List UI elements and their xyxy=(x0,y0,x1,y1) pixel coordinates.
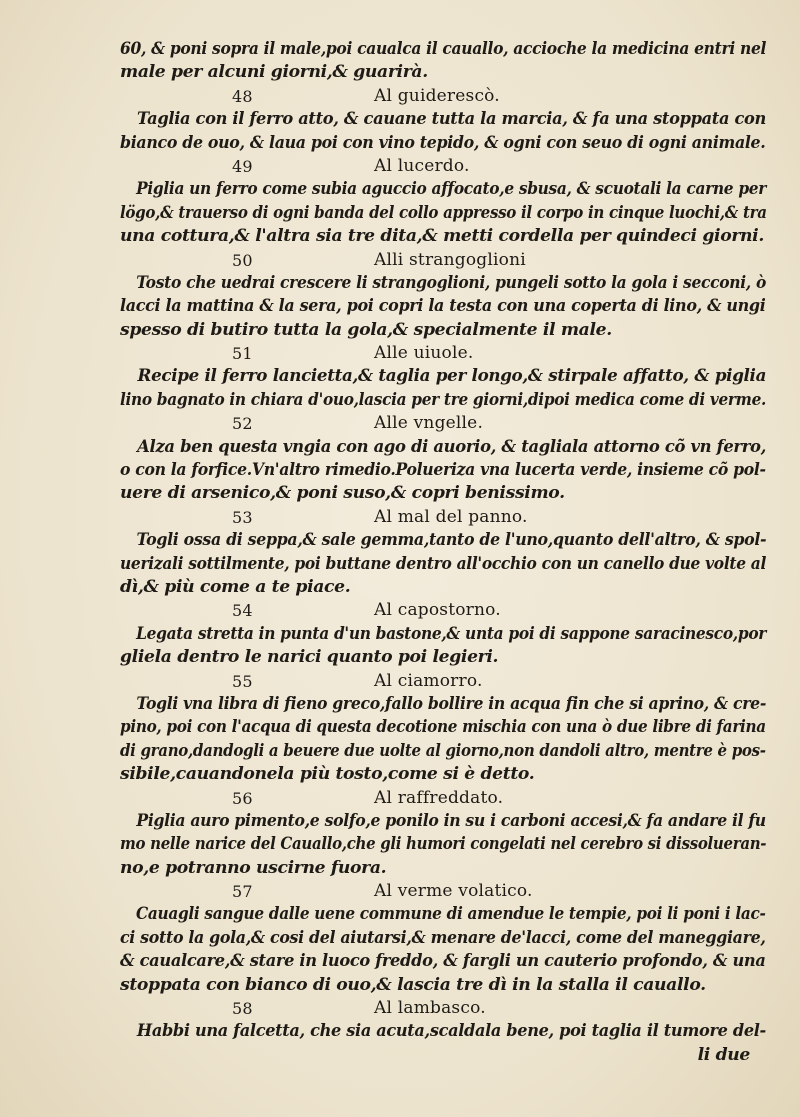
text-line: Taglia con il ferro atto, & cauane tutta la marcia, & fa una stoppata con xyxy=(136,109,766,130)
text-line: bianco de ouo, & laua poi con vino tepido, & ogni con seuo di ogni animale. xyxy=(120,132,766,153)
entry-number: 56 xyxy=(232,788,253,808)
recipe-entry xyxy=(120,599,766,669)
catchword: li due xyxy=(697,1044,750,1065)
recipe-entry xyxy=(120,85,766,155)
entry-number: 55 xyxy=(232,671,253,691)
text-line: Piglia auro pimento,e solfo,e ponilo in su i carboni accesi,& fa andare il fu xyxy=(136,810,766,831)
page-text xyxy=(120,38,766,1044)
text-line: ci sotto la gola,& cosi del aiutarsi,& menare de'lacci, come del maneggiare, xyxy=(120,927,766,948)
recipe-entry xyxy=(120,880,766,997)
entry-number: 49 xyxy=(232,156,253,176)
recipe-entry xyxy=(120,155,766,249)
recipe-entry xyxy=(120,506,766,600)
entry-title: Alli strangoglioni xyxy=(374,249,526,270)
entry-heading xyxy=(120,412,766,435)
text-line: male per alcuni giorni,& guarirà. xyxy=(120,62,428,83)
recipe-entry xyxy=(120,249,766,343)
entry-title: Al mal del panno. xyxy=(374,506,528,527)
entry-number: 52 xyxy=(232,414,253,434)
text-line: pino, poi con l'acqua di questa decotione mischia con una ò due libre di farina xyxy=(120,717,766,738)
entry-title: Al raffreddato. xyxy=(374,787,504,808)
entry-title: Al guiderescò. xyxy=(374,85,500,106)
text-line: Tosto che uedrai crescere li strangoglioni, pungeli sotto la gola i secconi, ò xyxy=(136,272,767,293)
entry-number: 48 xyxy=(232,86,253,106)
text-line: dì,& più come a te piace. xyxy=(120,576,351,597)
entry-number: 50 xyxy=(232,250,253,270)
entry-heading xyxy=(120,506,766,529)
entry-heading xyxy=(120,880,766,903)
recipe-entry xyxy=(120,670,766,787)
text-line: mo nelle narice del Cauallo,che gli humori congelati nel cerebro si dissolueran- xyxy=(120,834,767,855)
entry-heading xyxy=(120,599,766,622)
text-line: lögo,& trauerso di ogni banda del collo appresso il corpo in cinque luochi,& tra xyxy=(120,202,767,223)
text-line: spesso di butiro tutta la gola,& specialmente il male. xyxy=(120,319,612,340)
entry-heading xyxy=(120,342,766,365)
text-line: Togli ossa di seppa,& sale gemma,tanto de l'uno,quanto dell'altro, & spol- xyxy=(136,530,767,551)
text-line: sibile,cauandonela più tosto,come si è detto. xyxy=(120,764,535,785)
recipe-entry xyxy=(120,38,766,85)
entry-title: Al capostorno. xyxy=(374,600,501,621)
text-line: una cottura,& l'altra sia tre dita,& metti cordella per quindeci giorni. xyxy=(120,226,764,247)
entry-title: Alle uiuole. xyxy=(374,343,474,364)
entry-number: 57 xyxy=(232,882,253,902)
text-line: Togli vna libra di fieno greco,fallo bollire in acqua fin che si aprino, & cre- xyxy=(136,693,767,714)
recipe-entry xyxy=(120,412,766,506)
entry-title: Alle vngelle. xyxy=(374,413,484,434)
entry-title: Al lucerdo. xyxy=(374,155,470,176)
text-line: Alza ben questa vngia con ago di auorio, & tagliala attorno cõ vn ferro, xyxy=(137,436,767,457)
entry-title: Al verme volatico. xyxy=(374,881,533,902)
text-line: stoppata con bianco di ouo,& lascia tre dì in la stalla il cauallo. xyxy=(120,974,706,995)
text-line: uere di arsenico,& poni suso,& copri benissimo. xyxy=(120,483,565,504)
text-line: uerizali sottilmente, poi buttane dentro all'occhio con un canello due volte al xyxy=(120,553,767,574)
entry-heading xyxy=(120,670,766,693)
text-line: 60, & poni sopra il male,poi caualca il cauallo, accioche la medicina entri nel xyxy=(120,39,767,59)
entry-heading xyxy=(120,787,766,810)
recipe-entry xyxy=(120,997,766,1044)
text-line: o con la forfice.Vn'altro rimedio.Polueriza vna lucerta verde, insieme cõ pol- xyxy=(120,460,766,481)
text-line: Piglia un ferro come subia aguccio affocato,e sbusa, & scuotali la carne per xyxy=(136,179,767,200)
entry-heading xyxy=(120,997,766,1020)
text-line: di grano,dandogli a beuere due uolte al giorno,non dandoli altro, mentre è pos- xyxy=(120,740,766,761)
recipe-entry xyxy=(120,787,766,881)
entry-number: 58 xyxy=(232,999,253,1019)
entry-number: 51 xyxy=(232,344,253,364)
text-line: Cauagli sangue dalle uene commune di amendue le tempie, poi li poni i lac- xyxy=(136,904,766,925)
entry-title: Al lambasco. xyxy=(374,998,486,1019)
text-line: no,e potranno uscirne fuora. xyxy=(120,857,387,878)
recipe-entry xyxy=(120,342,766,412)
text-line: lino bagnato in chiara d'ouo,lascia per tre giorni,dipoi medica come di verme. xyxy=(120,389,767,410)
text-line: Legata stretta in punta d'un bastone,& unta poi di sappone saracinesco,por xyxy=(136,623,767,644)
text-line: & caualcare,& stare in luoco freddo, & fargli un cauterio profondo, & una xyxy=(120,951,766,972)
entry-heading xyxy=(120,155,766,178)
entry-title: Al ciamorro. xyxy=(374,670,483,691)
entry-heading xyxy=(120,249,766,272)
text-line: gliela dentro le narici quanto poi legieri. xyxy=(120,647,499,668)
entry-heading xyxy=(120,85,766,108)
text-line: Habbi una falcetta, che sia acuta,scaldala bene, poi taglia il tumore del- xyxy=(136,1021,766,1042)
text-line: lacci la mattina & la sera, poi copri la testa con una coperta di lino, & ungi xyxy=(120,296,766,317)
entry-number: 54 xyxy=(232,601,253,621)
entry-number: 53 xyxy=(232,507,253,527)
text-line: Recipe il ferro lancietta,& taglia per longo,& stirpale affatto, & piglia xyxy=(137,366,767,387)
